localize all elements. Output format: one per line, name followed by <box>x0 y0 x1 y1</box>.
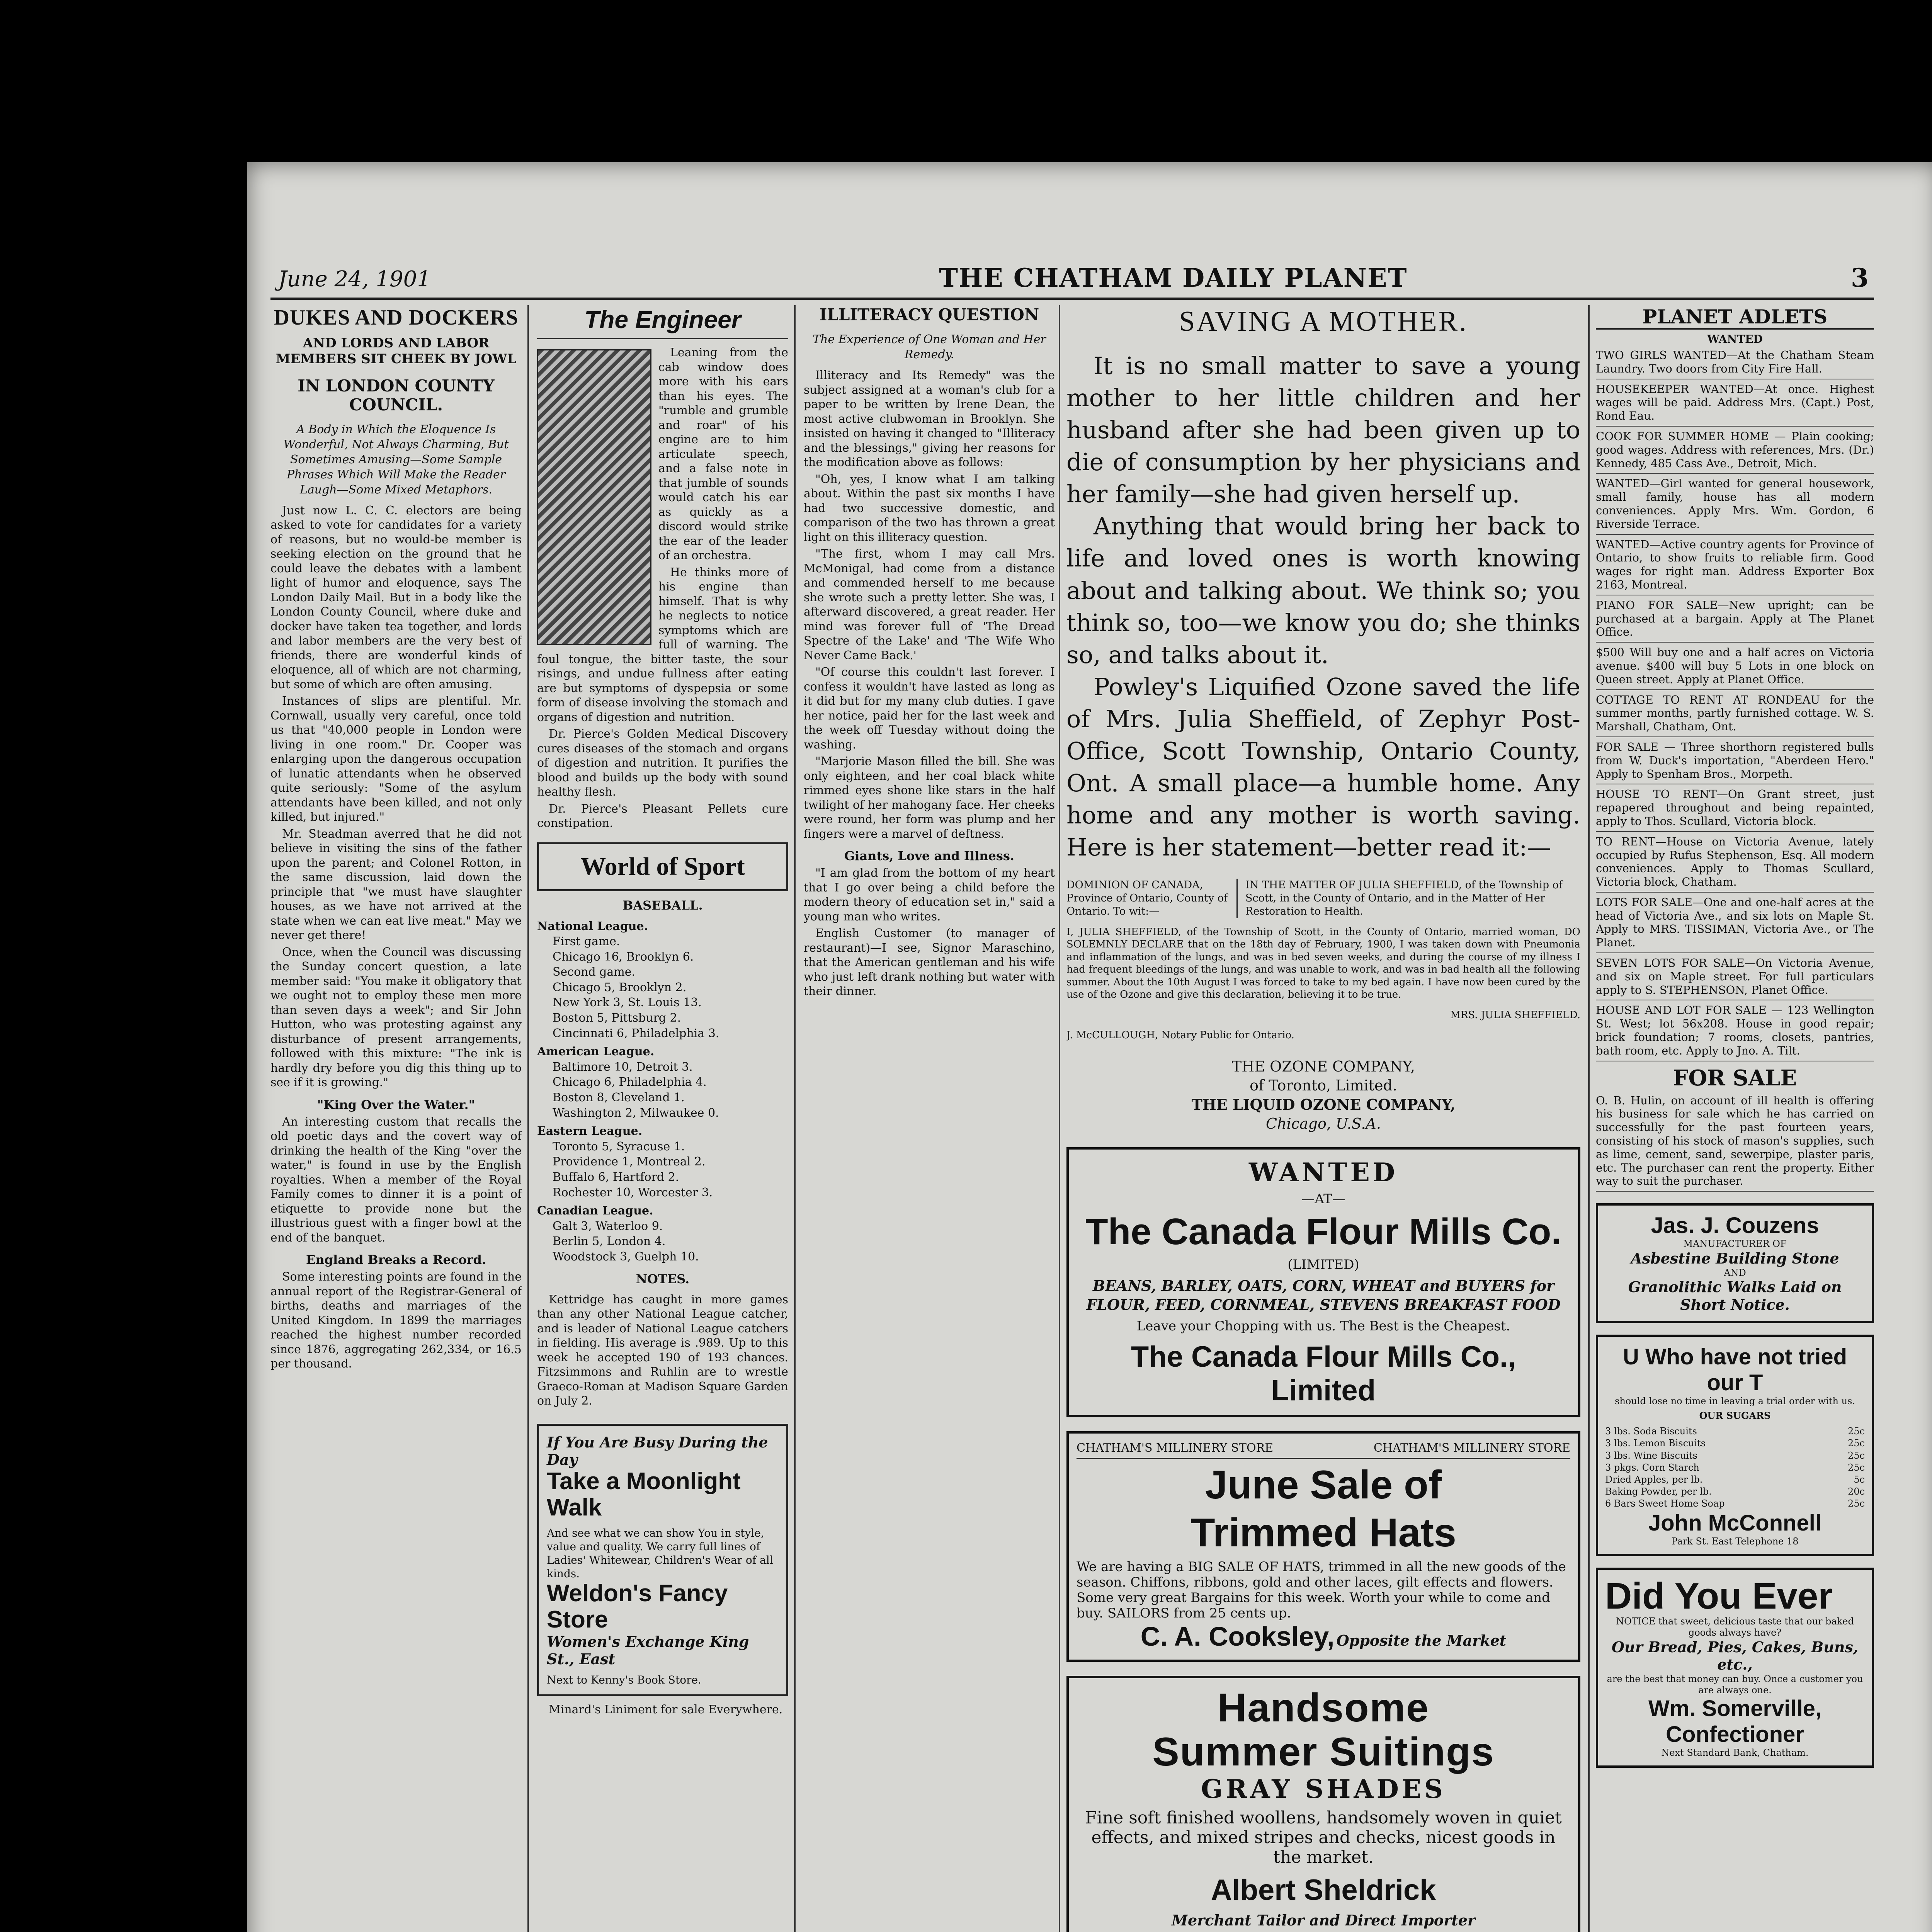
matter-title: IN THE MATTER OF JULIA SHEFFIELD, of the Township of Scott, in the County of Ontario, and in the Matter of Her Restoration to Health. <box>1236 879 1580 918</box>
score-line: Toronto 5, Syracuse 1. <box>553 1139 685 1153</box>
ad-product: Asbestine Building Stone <box>1631 1250 1839 1267</box>
page-number: 3 <box>1851 263 1869 293</box>
paragraph: Some interesting points are found in the annual report of the Registrar-General of births, deaths and marriages of the United Kingdom. In 1899 the marriages reached the highest number recorded since 1876, aggregating 262,334, or 16.5 per thousand. <box>270 1270 522 1371</box>
item-name: 3 lbs. Lemon Biscuits <box>1605 1438 1706 1449</box>
classifieds-header: PLANET ADLETS <box>1596 305 1874 330</box>
column-classifieds <box>1596 305 1874 1932</box>
price-row <box>1605 1450 1865 1462</box>
classified-ad: PIANO FOR SALE—New upright; can be purchased at a bargain. Apply at The Planet Office. <box>1596 595 1874 643</box>
item-name: 3 pkgs. Corn Starch <box>1605 1462 1699 1473</box>
subheading: "King Over the Water." <box>317 1097 475 1112</box>
score-line: New York 3, St. Louis 13. <box>553 996 702 1010</box>
classified-ad: TWO GIRLS WANTED—At the Chatham Steam Laundry. Two doors from City Fire Hall. <box>1596 345 1874 379</box>
ad-company-footer: The Canada Flour Mills Co., Limited <box>1131 1340 1516 1407</box>
price-row <box>1605 1498 1865 1510</box>
score-line: American League. <box>537 1045 655 1059</box>
classified-ad: HOUSEKEEPER WANTED—At once. Highest wages will be paid. Address Mrs. (Capt.) Post, Rond Eau. <box>1596 379 1874 427</box>
score-line: Rochester 10, Worcester 3. <box>553 1185 713 1199</box>
score-line: Berlin 5, London 4. <box>553 1235 666 1248</box>
paragraph: Minard's Liniment for sale Everywhere. <box>549 1703 783 1717</box>
item-price: 25c <box>1848 1498 1865 1509</box>
paragraph: Leaning from the cab window does more with his ears than his eyes. The "rumble and grumble and roar" of his engine are to him articulate speech, and a false note in that jumble of sounds would catch his ear as quickly as a discord would strike the ear of the leader of an orchestra. <box>658 346 788 562</box>
score-line: Chicago 5, Brooklyn 2. <box>553 980 687 994</box>
classified-ad: $500 Will buy one and a half acres on Victoria avenue. $400 will buy 5 Lots in one block on Queen street. Apply at Planet Office. <box>1596 643 1874 690</box>
paragraph: Powley's Liquified Ozone saved the life of Mrs. Julia Sheffield, of Zephyr Post-Office, Scott Township, Ontario County, Ont. A small place—a humble home. Any home and any mother is worth saving. Here is her statement—better read it:— <box>1066 672 1580 862</box>
paragraph: Anything that would bring her back to life and loved ones is worth knowing about and talking about. We think so; you think so, too—we know you do; she thinks so, and talks about it. <box>1066 512 1580 669</box>
minard-notice <box>537 1702 788 1717</box>
legal-heading <box>1066 879 1580 918</box>
article-deck: The Experience of One Woman and Her Remedy. <box>813 333 1046 361</box>
classified-ad: FOR SALE — Three shorthorn registered bulls from W. Duck's importation, "Aberdeen Hero." Apply to Spenham Bros., Morpeth. <box>1596 737 1874 784</box>
item-price: 25c <box>1848 1438 1865 1449</box>
price-list <box>1605 1425 1865 1510</box>
company-line: Chicago, U.S.A. <box>1266 1115 1381 1132</box>
merchant-address: Opposite the Market <box>1336 1631 1507 1649</box>
ad-note: Next to Kenny's Book Store. <box>547 1673 701 1687</box>
baseball-scores <box>537 919 788 1265</box>
item-price: 25c <box>1848 1450 1865 1461</box>
store-name: CHATHAM'S MILLINERY STORE <box>1373 1441 1570 1455</box>
engineer-illustration <box>537 349 651 645</box>
column-rule <box>1588 305 1590 1932</box>
world-of-sport-box <box>537 842 788 891</box>
article-headline: DUKES AND DOCKERS <box>274 306 519 330</box>
mcconnell-ad <box>1596 1335 1874 1556</box>
ad-line: AND <box>1724 1267 1746 1278</box>
price-row <box>1605 1486 1865 1498</box>
paragraph: Dr. Pierce's Pleasant Pellets cure constipation. <box>537 802 788 830</box>
merchant-name: Wm. Somerville, Confectioner <box>1648 1696 1822 1747</box>
ad-headline: Summer Suitings <box>1152 1730 1495 1775</box>
price-row <box>1605 1437 1865 1449</box>
ad-text: Leave your Chopping with us. The Best is the Cheapest. <box>1136 1318 1510 1334</box>
item-name: Baking Powder, per lb. <box>1605 1486 1712 1497</box>
newspaper-page <box>270 251 1874 1932</box>
ad-text: We are having a BIG SALE OF HATS, trimmed in all the new goods of the season. Chiffons, ribbons, gold and other laces, gilt effects and flowers. Some very great Bargains for this week. Worth your while to come and buy. SAILORS from 25 cents up. <box>1077 1559 1566 1621</box>
page-header <box>270 251 1874 300</box>
ad-headline: June Sale of <box>1205 1462 1442 1507</box>
baseball-heading: BASEBALL. <box>622 898 703 913</box>
item-name: 3 lbs. Soda Biscuits <box>1605 1426 1697 1437</box>
ad-line: If You Are Busy During the Day <box>547 1433 768 1468</box>
item-name: 3 lbs. Wine Biscuits <box>1605 1450 1697 1461</box>
column-rule <box>794 305 796 1932</box>
score-line: Boston 8, Cleveland 1. <box>553 1091 685 1105</box>
notary: J. McCULLOUGH, Notary Public for Ontario. <box>1066 1029 1294 1041</box>
store-name: CHATHAM'S MILLINERY STORE <box>1077 1441 1274 1455</box>
item-price: 25c <box>1848 1426 1865 1437</box>
ad-headline: Take a Moonlight Walk <box>547 1468 741 1521</box>
subheading: Giants, Love and Illness. <box>844 849 1015 863</box>
ad-company: The Canada Flour Mills Co. <box>1085 1211 1562 1253</box>
paragraph: Kettridge has caught in more games than any other National League catcher, and is leader of National League catchers in fielding. His average is .989. Up to this week he accepted 190 of 193 chances. Fitzsimmons and Ruhlin are to wrestle Graeco-Roman at Madison Square Garden on July 2. <box>537 1293 788 1408</box>
score-line: Woodstock 3, Guelph 10. <box>553 1250 699 1264</box>
score-line: Boston 5, Pittsburg 2. <box>553 1011 681 1025</box>
score-line: Chicago 6, Philadelphia 4. <box>553 1075 707 1089</box>
paragraph: Mr. Steadman averred that he did not believe in visiting the sins of the father upon the parent; and Colonel Rotton, in the same discussion, laid down the principle that "we must have slaughter houses, as we have not arrived at the state when we can eat live meat." May we never get there! <box>270 827 522 942</box>
score-line: Second game. <box>553 965 636 979</box>
column-dukes-and-dockers <box>270 305 522 1932</box>
for-sale-text: O. B. Hulin, on account of ill health is offering his business for sale which he has carried on successfully for the past fourteen years, consisting of his stock of mason's supplies, such as lime, cement, sand, sewerpipe, plaster paris, etc. The purchaser can rent the property. Either way to suit the purchaser. <box>1596 1091 1874 1192</box>
column-rule <box>527 305 529 1932</box>
notes-heading: NOTES. <box>636 1271 690 1286</box>
ad-products: BEANS, BARLEY, OATS, CORN, WHEAT and BUYERS for FLOUR, FEED, CORNMEAL, STEVENS BREAKFAST FOOD <box>1086 1277 1561 1314</box>
item-price: 5c <box>1854 1474 1865 1485</box>
ad-product: Our Bread, Pies, Cakes, Buns, etc., <box>1611 1638 1859 1673</box>
price-row <box>1605 1425 1865 1437</box>
couzens-ad <box>1596 1203 1874 1323</box>
score-line: Galt 3, Waterloo 9. <box>553 1219 663 1233</box>
millinery-ad <box>1066 1431 1580 1662</box>
millinery-header <box>1077 1441 1570 1459</box>
paragraph: Dr. Pierce's Golden Medical Discovery cures diseases of the stomach and organs of digestion and nutrition. It purifies the blood and builds up the body with sound healthy flesh. <box>537 727 788 799</box>
article-deck: IN LONDON COUNTY COUNCIL. <box>298 376 495 414</box>
cooksley-line <box>1077 1621 1570 1652</box>
engineer-body <box>537 345 788 831</box>
column-illiteracy <box>804 305 1055 1932</box>
somerville-ad <box>1596 1568 1874 1768</box>
score-line: Buffalo 6, Hartford 2. <box>553 1170 679 1184</box>
company-line: THE LIQUID OZONE COMPANY, <box>1191 1096 1456 1114</box>
ad-text: And see what we can show You in style, value and quality. We carry full lines of Ladies' Whitewear, Children's Wear of all kinds. <box>547 1526 773 1580</box>
ad-address: Women's Exchange King St., East <box>547 1633 749 1668</box>
paragraph: "The first, whom I may call Mrs. McMonigal, had come from a distance and commended herself to me because she wrote such a pretty letter. She was, I afterward discovered, a great reader. Her mind was forever full of 'The Dread Spectre of the Lake' and 'The Wife Who Never Came Back.' <box>804 547 1055 662</box>
notes-body <box>537 1293 788 1408</box>
score-line: National League. <box>537 919 648 933</box>
ad-text: should lose no time in leaving a trial order with us. <box>1615 1395 1855 1406</box>
column-engineer-and-sport <box>537 305 788 1932</box>
item-price: 20c <box>1848 1486 1865 1497</box>
ad-limited: (LIMITED) <box>1287 1257 1359 1273</box>
sugars-heading: OUR SUGARS <box>1699 1410 1771 1422</box>
classified-ad: SEVEN LOTS FOR SALE—On Victoria Avenue, and six on Maple street. For full particulars apply to S. STEPHENSON, Planet Office. <box>1596 953 1874 1000</box>
signature: MRS. JULIA SHEFFIELD. <box>1450 1009 1580 1021</box>
testimony-body <box>1066 350 1580 863</box>
ad-headline: SAVING A MOTHER. <box>1179 306 1468 337</box>
ozone-company <box>1066 1057 1580 1134</box>
ad-headline: U Who have not tried our T <box>1623 1344 1847 1395</box>
classified-ad: WANTED—Active country agents for Province of Ontario, to show fruits to reliable firm. Good wages for right man. Address Exporter Box 2163, Montreal. <box>1596 535 1874 595</box>
price-row <box>1605 1474 1865 1486</box>
item-name: 6 Bars Sweet Home Soap <box>1605 1498 1725 1509</box>
ad-headline: Handsome <box>1218 1685 1429 1730</box>
item-name: Dried Apples, per lb. <box>1605 1474 1703 1485</box>
subheading: England Breaks a Record. <box>306 1252 486 1267</box>
score-line: Baltimore 10, Detroit 3. <box>553 1060 693 1074</box>
paragraph: An interesting custom that recalls the old poetic days and the covert way of drinking the health of the King "over the water," is found in use by the English royalties. When a member of the Royal Family comes to dinner it is a point of etiquette to provide none but the illustrious guest with a finger bowl at the end of the banquet. <box>270 1115 522 1245</box>
engineer-headline: The Engineer <box>537 305 788 339</box>
ad-subhead: GRAY SHADES <box>1201 1774 1446 1804</box>
suitings-ad <box>1066 1676 1580 1932</box>
classified-ad: TO RENT—House on Victoria Avenue, lately occupied by Rufus Stephenson, Esq. All modern conveniences. Apply to Thomas Scullard, Victoria block, Chatham. <box>1596 832 1874 893</box>
classified-ad: COOK FOR SUMMER HOME — Plain cooking; good wages. Address with references, Mrs. (Dr.) Kennedy, 485 Cass Ave., Detroit, Mich. <box>1596 427 1874 474</box>
merchant-title: Merchant Tailor and Direct Importer <box>1171 1912 1475 1929</box>
merchant-name: C. A. Cooksley, <box>1140 1621 1335 1651</box>
adlet-list <box>1596 345 1874 1061</box>
paragraph: It is no small matter to save a young mother to her little children and her husband after she had been given up to die of consumption by her physicians and her family—she had given herself up. <box>1066 352 1580 509</box>
merchant-address: Park St. East Telephone 18 <box>1671 1536 1799 1547</box>
classified-ad: WANTED—Girl wanted for general housework, small family, house has all modern conveniences. Apply Mrs. Wm. Gordon, 6 Riverside Terrace. <box>1596 474 1874 534</box>
classified-ad: HOUSE AND LOT FOR SALE — 123 Wellington St. West; lot 56x208. House in good repair; brick foundation; 7 rooms, closets, pantries, bath room, etc. Apply to Jno. A. Tilt. <box>1596 1000 1874 1061</box>
jurisdiction: DOMINION OF CANADA, Province of Ontario, County of Ontario. To wit:— <box>1066 879 1228 917</box>
masthead-title: THE CHATHAM DAILY PLANET <box>939 263 1408 293</box>
article-body <box>270 503 522 1371</box>
ad-store-name: Weldon's Fancy Store <box>547 1580 728 1633</box>
ad-headline: Did You Ever <box>1605 1575 1833 1617</box>
sport-headline: World of Sport <box>580 852 745 881</box>
merchant-address: Next Standard Bank, Chatham. <box>1661 1747 1809 1759</box>
paragraph: "Of course this couldn't last forever. I confess it wouldn't have lasted as long as it did but for my many club duties. I gave her notice, paid her for the last week and the week off Tuesday without doing the washing. <box>804 665 1055 752</box>
merchant-name: Albert Sheldrick <box>1211 1874 1436 1907</box>
classified-ad: LOTS FOR SALE—One and one-half acres at the head of Victoria Ave., and six lots on Maple St. Apply to MRS. TISSIMAN, Victoria Ave., or The Planet. <box>1596 893 1874 953</box>
item-price: 25c <box>1848 1462 1865 1473</box>
ad-text: Fine soft finished woollens, handsomely woven in quiet effects, and mixed stripes and checks, nicest goods in the market. <box>1085 1808 1562 1867</box>
company-line: THE OZONE COMPANY, <box>1231 1058 1415 1075</box>
article-headline: ILLITERACY QUESTION <box>819 305 1039 324</box>
ad-at: —AT— <box>1301 1191 1345 1207</box>
merchant-name: John McConnell <box>1648 1510 1821 1536</box>
classified-ad: HOUSE TO RENT—On Grant street, just repapered throughout and being repainted, apply to Thos. Scullard, Victoria block. <box>1596 784 1874 832</box>
flour-mills-ad <box>1066 1147 1580 1417</box>
paragraph: "Oh, yes, I know what I am talking about. Within the past six months I have had two successive domestic, and comparison of the two has thrown a great light on this illiteracy question. <box>804 472 1055 544</box>
paragraph: "I am glad from the bottom of my heart that I go over being a child before the modern theory of education set in," said a young man who writes. <box>804 866 1055 923</box>
score-line: Canadian League. <box>537 1204 653 1218</box>
for-sale-heading: FOR SALE <box>1673 1065 1797 1091</box>
price-row <box>1605 1462 1865 1474</box>
issue-date: June 24, 1901 <box>278 267 431 292</box>
column-saving-a-mother <box>1066 305 1580 1932</box>
score-line: Cincinnati 6, Philadelphia 3. <box>553 1026 719 1040</box>
article-body <box>804 368 1055 999</box>
declaration-text: I, JULIA SHEFFIELD, of the Township of Scott, in the County of Ontario, married woman, DO SOLEMNLY DECLARE that on the 18th day of February, 1900, I was taken down with Pneumonia and inflammation of the lungs, and was in bed seven weeks, and during the course of my illness I had frequent bleedings of the lungs, and was unable to work, and was in bad health all the following summer. About the 10th August I was forced to take to my bed again. I have now been cured by the use of the Ozone and give this declaration, believing it to be true. <box>1066 926 1580 1000</box>
paragraph: Illiteracy and Its Remedy" was the subject assigned at a woman's club for a paper to be written by Irene Dean, the most active clubwoman in Brooklyn. She insisted on having it changed to "Illiteracy and the blessings," giving her reasons for the modification above as follows: <box>804 369 1055 469</box>
ad-headline: Trimmed Hats <box>1190 1510 1456 1556</box>
weldon-ad <box>537 1424 788 1697</box>
ad-line: MANUFACTURER OF <box>1683 1238 1787 1250</box>
paragraph: Instances of slips are plentiful. Mr. Cornwall, usually very careful, once told us that "40,000 people in London were living in one room." Dr. Cooper was enlarging upon the dangerous occupation of lunatic attendants when he observed quite seriously: "Some of the asylum attendants have been killed, and not only killed, but injured." <box>270 694 522 824</box>
article-deck: AND LORDS AND LABOR MEMBERS SIT CHEEK BY JOWL <box>276 335 517 367</box>
paragraph: Once, when the Council was discussing the Sunday concert question, a late member said: "You make it obligatory that we ought not to employ these men more than seven days a week"; and Sir John Hutton, who was protesting against any disturbance of present arrangements, followed with this mixture: "The ink is hardly dry before you dig this thing up to see if it is growing." <box>270 945 522 1090</box>
score-line: Providence 1, Montreal 2. <box>553 1155 706 1169</box>
ad-wanted: WANTED <box>1248 1157 1398 1188</box>
paragraph: He thinks more of his engine than himself. That is why he neglects to notice symptoms which are full of warning. The foul tongue, the bitter taste, the sour risings, and undue fullness after eating are but symptoms of dyspepsia or some form of disease involving the stomach and organs of digestion and nutrition. <box>537 565 788 724</box>
classified-ad: COTTAGE TO RENT AT RONDEAU for the summer months, partly furnished cottage. W. S. Marshall, Chatham, Ont. <box>1596 690 1874 737</box>
paragraph: English Customer (to manager of restaurant)—I see, Signor Maraschino, that the American gentleman and his wife who just left drank nothing but water with their dinner. <box>804 927 1055 998</box>
score-line: First game. <box>553 935 620 949</box>
wanted-heading: WANTED <box>1707 333 1763 345</box>
merchant-name: Jas. J. Couzens <box>1651 1213 1819 1238</box>
ad-product: Granolithic Walks Laid on Short Notice. <box>1628 1278 1842 1314</box>
score-line: Washington 2, Milwaukee 0. <box>553 1106 719 1120</box>
ad-text: are the best that money can buy. Once a customer you are always one. <box>1607 1673 1863 1696</box>
paragraph: "Marjorie Mason filled the bill. She was only eighteen, and her coal black white rimmed eyes shone like stars in the half twilight of her mahogany face. Her cheeks were round, her form was plump and her fingers were a marvel of deftness. <box>804 755 1055 841</box>
ad-text: NOTICE that sweet, delicious taste that our baked goods always have? <box>1616 1616 1854 1638</box>
article-summary: A Body in Which the Eloquence Is Wonderful, Not Always Charming, But Sometimes Amusing—Some Sample Phrases Which Will Make the Reader Laugh—Some Mixed Metaphors. <box>283 422 509 497</box>
paragraph: Just now L. C. C. electors are being asked to vote for candidates for a variety of reasons, but no would-be member is seeking election on the ground that he could leave the debates with a lambent light of humor and eloquence, says The London Daily Mail. But in a body like the London County Council, where duke and docker have taken tea together, and lords and labor members are the very best of friends, there are wonderful kinds of eloquence, all of which are not charming, but some of which are often amusing. <box>270 503 522 691</box>
column-rule <box>1059 305 1060 1932</box>
score-line: Eastern League. <box>537 1124 643 1138</box>
score-line: Chicago 16, Brooklyn 6. <box>553 950 694 964</box>
company-line: of Toronto, Limited. <box>1250 1077 1397 1094</box>
